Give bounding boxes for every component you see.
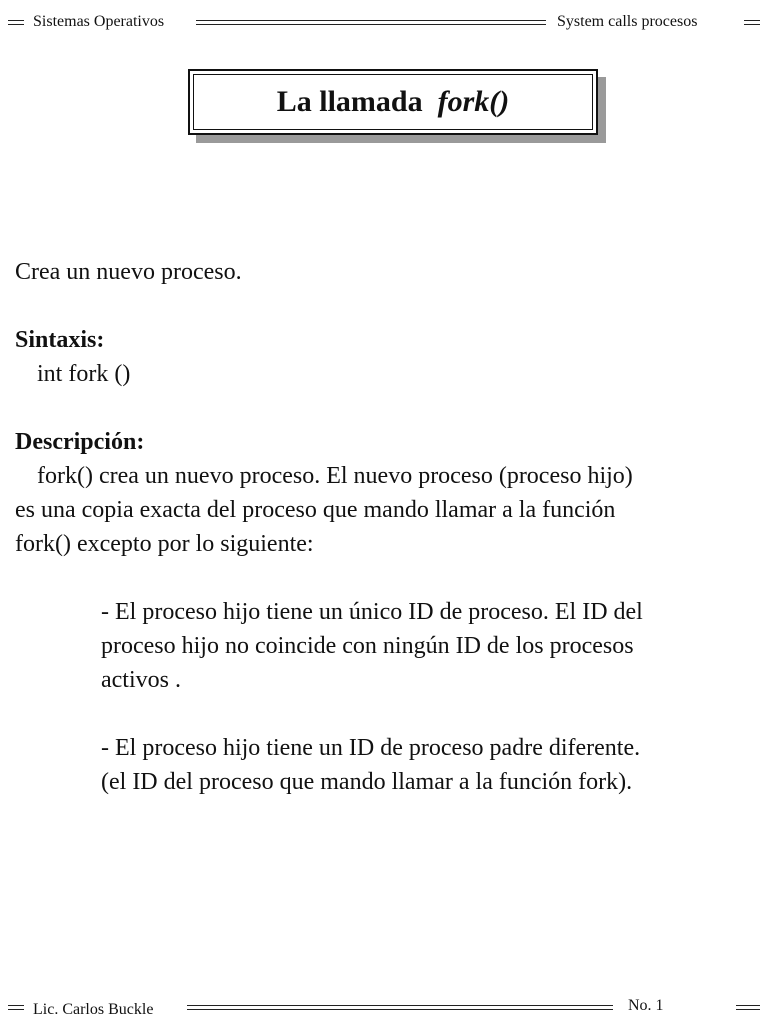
header-rule-right	[744, 20, 760, 25]
description-line-2: es una copia exacta del proceso que mando llamar a la función	[15, 497, 616, 523]
bullet-2-line-2: (el ID del proceso que mando llamar a la función fork).	[101, 769, 633, 795]
title-main: La llamada	[276, 85, 423, 118]
footer-rule-center	[187, 1005, 613, 1010]
description-heading: Descripción:	[15, 429, 145, 455]
syntax-code: int fork ()	[37, 361, 131, 387]
syntax-heading: Sintaxis:	[15, 327, 105, 353]
footer-author: Lic. Carlos Buckle	[33, 1001, 154, 1018]
title-box	[188, 69, 598, 135]
footer-page-number: No. 1	[628, 997, 664, 1014]
bullet-1-line-2: proceso hijo no coincide con ningún ID de los procesos	[101, 633, 634, 659]
header-rule-center	[196, 20, 546, 25]
intro-text: Crea un nuevo proceso.	[15, 259, 242, 285]
footer-rule-right	[736, 1005, 760, 1010]
description-line-1: fork() crea un nuevo proceso. El nuevo proceso (proceso hijo)	[37, 463, 633, 489]
bullet-1-line-1: - El proceso hijo tiene un único ID de proceso. El ID del	[101, 599, 643, 625]
bullet-2-line-1: - El proceso hijo tiene un ID de proceso padre diferente.	[101, 735, 641, 761]
header-section-title: System calls procesos	[557, 13, 698, 30]
page-title	[190, 85, 596, 119]
title-function: fork()	[437, 85, 510, 118]
bullet-1-line-3: activos .	[101, 667, 181, 693]
description-line-3: fork() excepto por lo siguiente:	[15, 531, 314, 557]
footer-rule-left	[8, 1005, 24, 1010]
header-course-title: Sistemas Operativos	[33, 13, 165, 30]
header-rule-left	[8, 20, 24, 25]
